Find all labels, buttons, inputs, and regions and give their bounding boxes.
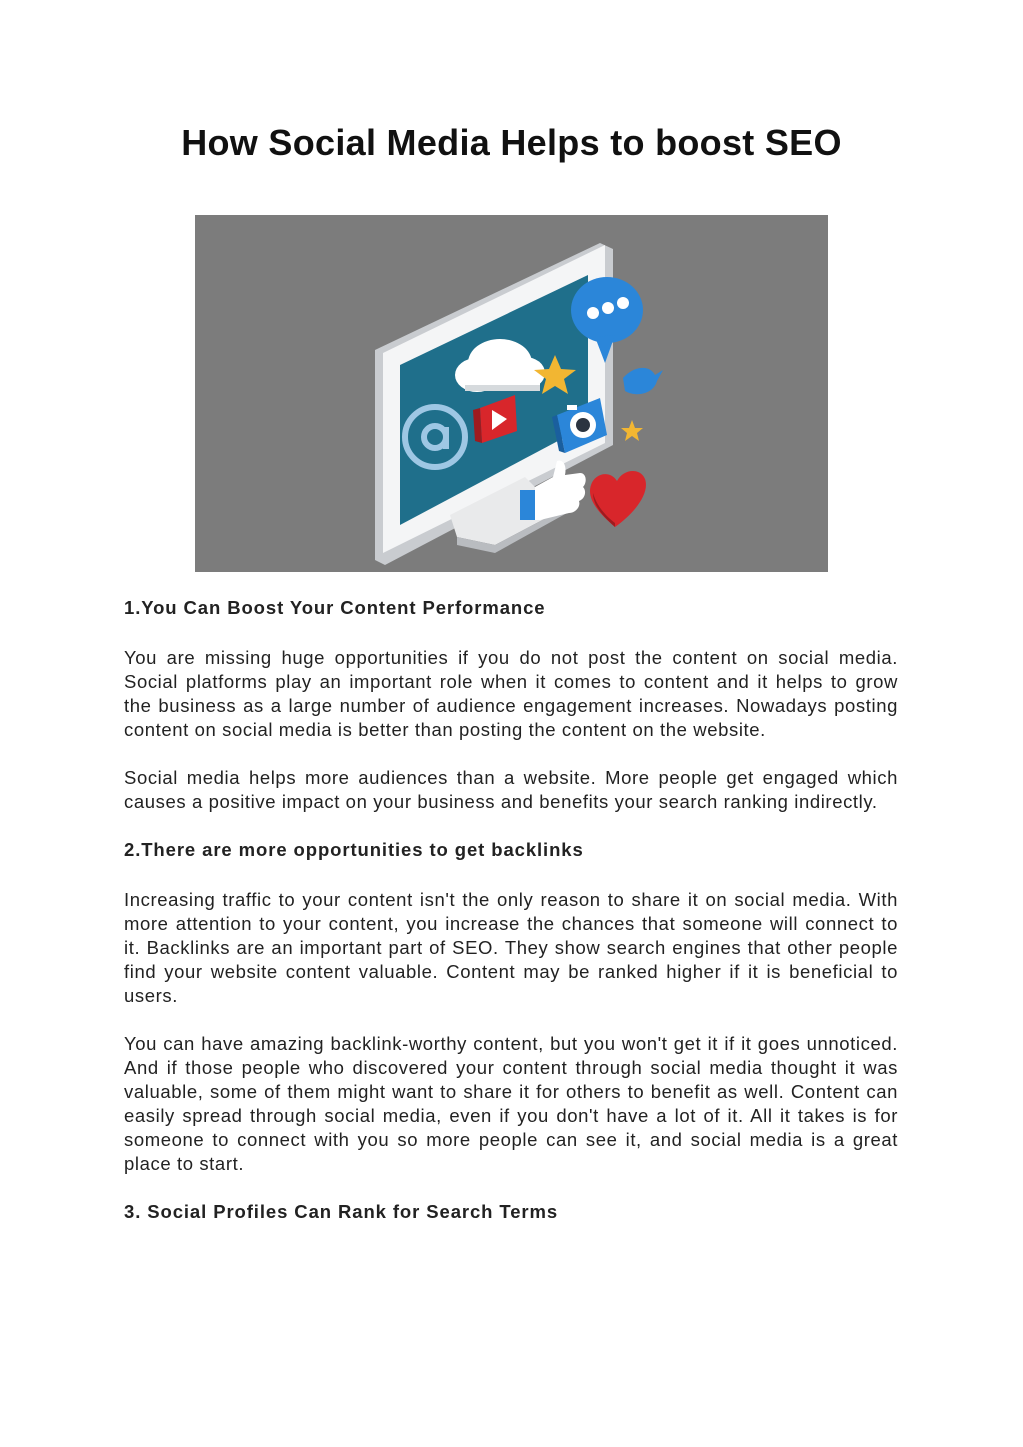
hero-image — [195, 215, 828, 572]
page-title: How Social Media Helps to boost SEO — [181, 122, 842, 163]
section-3-heading: 3. Social Profiles Can Rank for Search Terms — [124, 1201, 559, 1222]
article-body — [124, 596, 898, 1224]
heart-icon — [590, 471, 646, 527]
section-2-heading: 2.There are more opportunities to get backlinks — [124, 839, 584, 860]
star-icon — [621, 420, 643, 441]
bird-icon — [623, 368, 663, 394]
section-2-paragraph-1: Increasing traffic to your content isn't the only reason to share it on social media. With more attention to your content, you increase the chances that someone will connect to it. Backlinks are an important part of SEO. They show search engines that other people find your website content valuable. Content may be ranked higher if it is beneficial to users. — [124, 889, 898, 1006]
section-1-paragraph-1: You are missing huge opportunities if you do not post the content on social media. Social platforms play an important role when it comes to content and it helps to grow the business as a large number of audience engagement increases. Nowadays posting content on social media is better than posting the content on the website. — [124, 647, 898, 740]
social-media-illustration — [195, 215, 828, 572]
section-1-paragraph-2: Social media helps more audiences than a website. More people get engaged which causes a positive impact on your business and benefits your search ranking indirectly. — [124, 767, 898, 812]
section-1-heading: 1.You Can Boost Your Content Performance — [124, 597, 546, 618]
section-2-paragraph-2: You can have amazing backlink-worthy content, but you won't get it if it goes unnoticed. And if those people who discovered your content through social media thought it was valuable, some of them might want to share it for others to benefit as well. Content can easily spread through social media, even if you don't have a lot of it. All it takes is for someone to connect with you so more people can see it, and social media is a great place to start. — [124, 1033, 898, 1174]
